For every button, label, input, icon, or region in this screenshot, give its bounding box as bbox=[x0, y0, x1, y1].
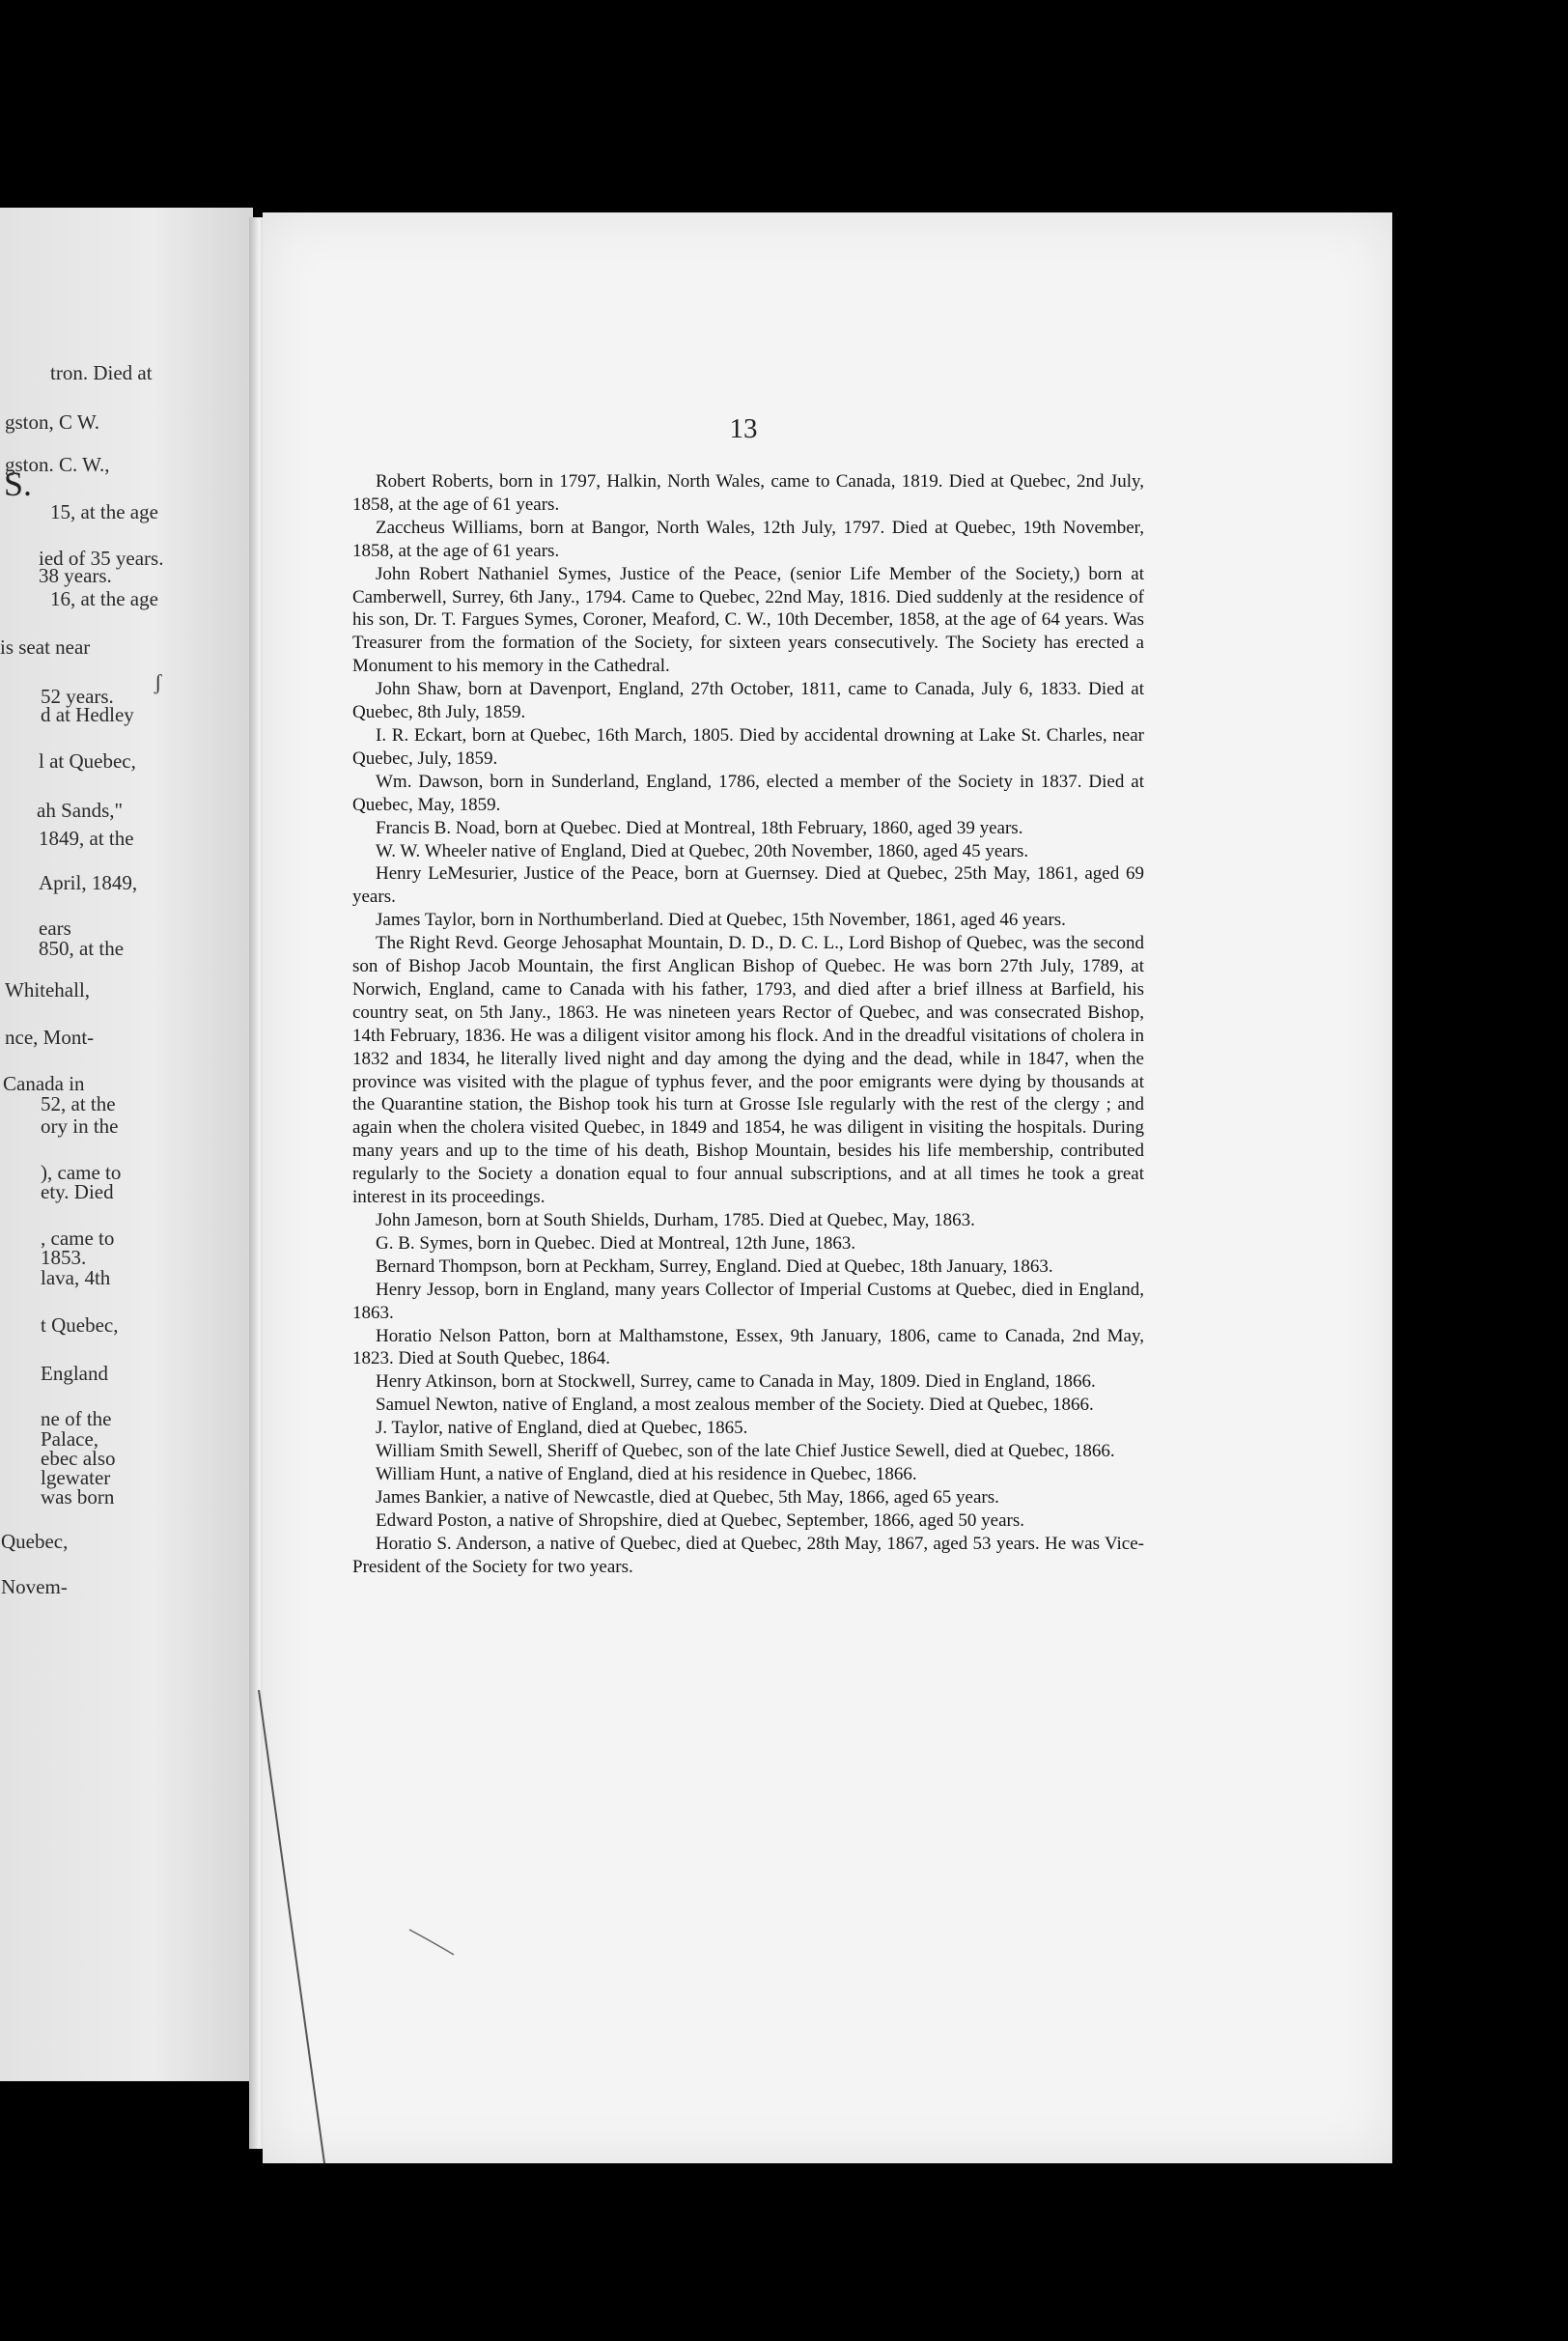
obituary-entry: I. R. Eckart, born at Quebec, 16th March, 1805. Died by accidental drowning at Lake St. Charles, near Quebec, July, 1859. bbox=[352, 724, 1144, 769]
obituary-entry: Francis B. Noad, born at Quebec. Died at Montreal, 18th February, 1860, aged 39 years. bbox=[376, 817, 1023, 838]
obituary-entry: William Smith Sewell, Sheriff of Quebec, son of the late Chief Justice Sewell, died at Quebec, 1866. bbox=[376, 1441, 1115, 1462]
left-page-line: d at Hedley bbox=[41, 703, 134, 726]
obituary-entry: Henry LeMesurier, Justice of the Peace, born at Guernsey. Died at Quebec, 25th May, 1861, aged 69 years. bbox=[352, 863, 1144, 908]
left-page-line: Novem- bbox=[1, 1575, 68, 1598]
left-page-line: Palace, bbox=[41, 1427, 99, 1451]
obituary-entry: John Robert Nathaniel Symes, Justice of the Peace, (senior Life Member of the Society,) born at Camberwell, Surrey, 6th Jany., 1794. Came to Quebec, 22nd May, 1816. Died suddenly at the residence of his son, Dr. T. Fargues Symes, Coroner, Meaford, C. W., 10th December, 1858, at the age of 64 years. Was Treasurer from the formation of the Society, for sixteen years consecutively. The Society has erected a Monument to his memory in the Cathedral. bbox=[352, 563, 1144, 677]
left-page-line: tron. Died at bbox=[50, 361, 153, 384]
left-page-line: t Quebec, bbox=[41, 1313, 119, 1337]
left-page-line: England bbox=[41, 1362, 108, 1385]
obituary-entry: Edward Poston, a native of Shropshire, died at Quebec, September, 1866, aged 50 years. bbox=[376, 1509, 1024, 1531]
left-page-line: ), came to bbox=[41, 1161, 122, 1184]
obituary-entry: John Shaw, born at Davenport, England, 27th October, 1811, came to Canada, July 6, 1833. Died at Quebec, 8th July, 1859. bbox=[352, 679, 1144, 723]
left-page-line: ah Sands," bbox=[37, 799, 124, 822]
left-page-line: was born bbox=[41, 1485, 115, 1509]
left-page-line: 15, at the age bbox=[50, 500, 158, 523]
obituary-entry: Zaccheus Williams, born at Bangor, North Wales, 12th July, 1797. Died at Quebec, 19th November, 1858, at the age of 61 years. bbox=[352, 517, 1144, 561]
obituary-entry: Samuel Newton, native of England, a most zealous member of the Society. Died at Quebec, 1866. bbox=[376, 1395, 1094, 1416]
obituary-entry: W. W. Wheeler native of England, Died at Quebec, 20th November, 1860, aged 45 years. bbox=[376, 840, 1029, 861]
obituary-entry: G. B. Symes, born in Quebec. Died at Montreal, 12th June, 1863. bbox=[376, 1232, 856, 1254]
obituary-entry: Wm. Dawson, born in Sunderland, England, 1786, elected a member of the Society in 1837. Died at Quebec, May, 1859. bbox=[352, 771, 1144, 815]
obituary-entries bbox=[352, 470, 1144, 1579]
left-page-line: lgewater bbox=[41, 1466, 111, 1489]
obituary-entry: The Right Revd. George Jehosaphat Mountain, D. D., D. C. L., Lord Bishop of Quebec, was the second son of Bishop Jacob Mountain, the first Anglican Bishop of Quebec. He was born 27th July, 1789, at Norwich, England, came to Canada with his father, 1793, and died after a brief illness at Barfield, his country seat, on 5th Jany., 1863. He was nineteen years Rector of Quebec, and was consecrated Bishop, 14th February, 1836. He was a diligent visitor among his flock. And in the dreadful visitations of cholera in 1832 and 1834, he literally lived night and day among the dying and the dead, while in 1847, when the province was visited with the plague of typhus fever, and the poor emigrants were dying by thousands at the Quarantine station, the Bishop took his turn at Grosse Isle regularly with the rest of the clergy ; and again when the cholera visited Quebec, in 1849 and 1854, he was diligent in visiting the hospitals. During many years and up to the time of his death, Bishop Mountain, besides his life membership, contributed regularly to the Society a donation equal to four annual subscriptions, and at all times he took a great interest in its proceedings. bbox=[352, 933, 1144, 1208]
left-page-line: , came to bbox=[41, 1227, 115, 1250]
obituary-entry: William Hunt, a native of England, died at his residence in Quebec, 1866. bbox=[376, 1463, 917, 1484]
obituary-entry: Robert Roberts, born in 1797, Halkin, North Wales, came to Canada, 1819. Died at Quebec, 2nd July, 1858, at the age of 61 years. bbox=[352, 471, 1144, 515]
left-page-line: nce, Mont- bbox=[5, 1026, 95, 1049]
left-page-line: 52, at the bbox=[41, 1092, 116, 1115]
obituary-entry: Horatio S. Anderson, a native of Quebec, died at Quebec, 28th May, 1867, aged 53 years. He was Vice-President of the Society for two years. bbox=[352, 1533, 1144, 1577]
left-page-line: l at Quebec, bbox=[39, 749, 136, 773]
obituary-entry: J. Taylor, native of England, died at Quebec, 1865. bbox=[376, 1418, 748, 1439]
obituary-entry: Henry Atkinson, born at Stockwell, Surrey, came to Canada in May, 1809. Died in England, 1866. bbox=[376, 1371, 1096, 1393]
left-page-line: ears bbox=[39, 917, 71, 940]
left-page-line: Whitehall, bbox=[5, 978, 91, 1001]
left-page-line: ied of 35 years. bbox=[39, 547, 164, 570]
left-page-line: 1853. bbox=[41, 1246, 87, 1269]
left-page-line: ory in the bbox=[41, 1114, 119, 1138]
left-page-line: 38 years. bbox=[39, 564, 112, 587]
left-page-line: Canada in bbox=[3, 1072, 85, 1095]
left-page-line: 52 years. bbox=[41, 685, 114, 708]
obituary-entry: James Taylor, born in Northumberland. Died at Quebec, 15th November, 1861, aged 46 years. bbox=[376, 910, 1066, 931]
left-page-line: lava, 4th bbox=[41, 1266, 111, 1289]
left-page-heading: S. bbox=[4, 465, 33, 503]
margin-mark: ʃ bbox=[154, 670, 162, 694]
left-page-line: 16, at the age bbox=[50, 587, 158, 610]
left-page-line: gston, C W. bbox=[5, 410, 100, 434]
obituary-entry: Henry Jessop, born in England, many years Collector of Imperial Customs at Quebec, died in England, 1863. bbox=[352, 1279, 1144, 1323]
left-page-line: ety. Died bbox=[41, 1180, 114, 1203]
left-page-line: April, 1849, bbox=[39, 871, 138, 894]
left-page-line: gston. C. W., bbox=[5, 453, 110, 476]
left-page-line: 850, at the bbox=[39, 937, 125, 960]
left-page-line: ebec also bbox=[41, 1447, 116, 1470]
left-page bbox=[0, 208, 253, 2081]
left-page-line: is seat near bbox=[0, 635, 91, 659]
obituary-entry: James Bankier, a native of Newcastle, died at Quebec, 5th May, 1866, aged 65 years. bbox=[376, 1486, 999, 1508]
left-page-line: Quebec, bbox=[1, 1530, 69, 1553]
obituary-entry: Horatio Nelson Patton, born at Malthamstone, Essex, 9th January, 1806, came to Canada, 2nd May, 1823. Died at South Quebec, 1864. bbox=[352, 1325, 1144, 1369]
left-page-line: ne of the bbox=[41, 1407, 112, 1430]
left-page-line: 1849, at the bbox=[39, 827, 134, 850]
obituary-entry: Bernard Thompson, born at Peckham, Surrey, England. Died at Quebec, 18th January, 1863. bbox=[376, 1255, 1053, 1277]
obituary-entry: John Jameson, born at South Shields, Durham, 1785. Died at Quebec, May, 1863. bbox=[376, 1210, 975, 1230]
page-number: 13 bbox=[729, 413, 758, 444]
